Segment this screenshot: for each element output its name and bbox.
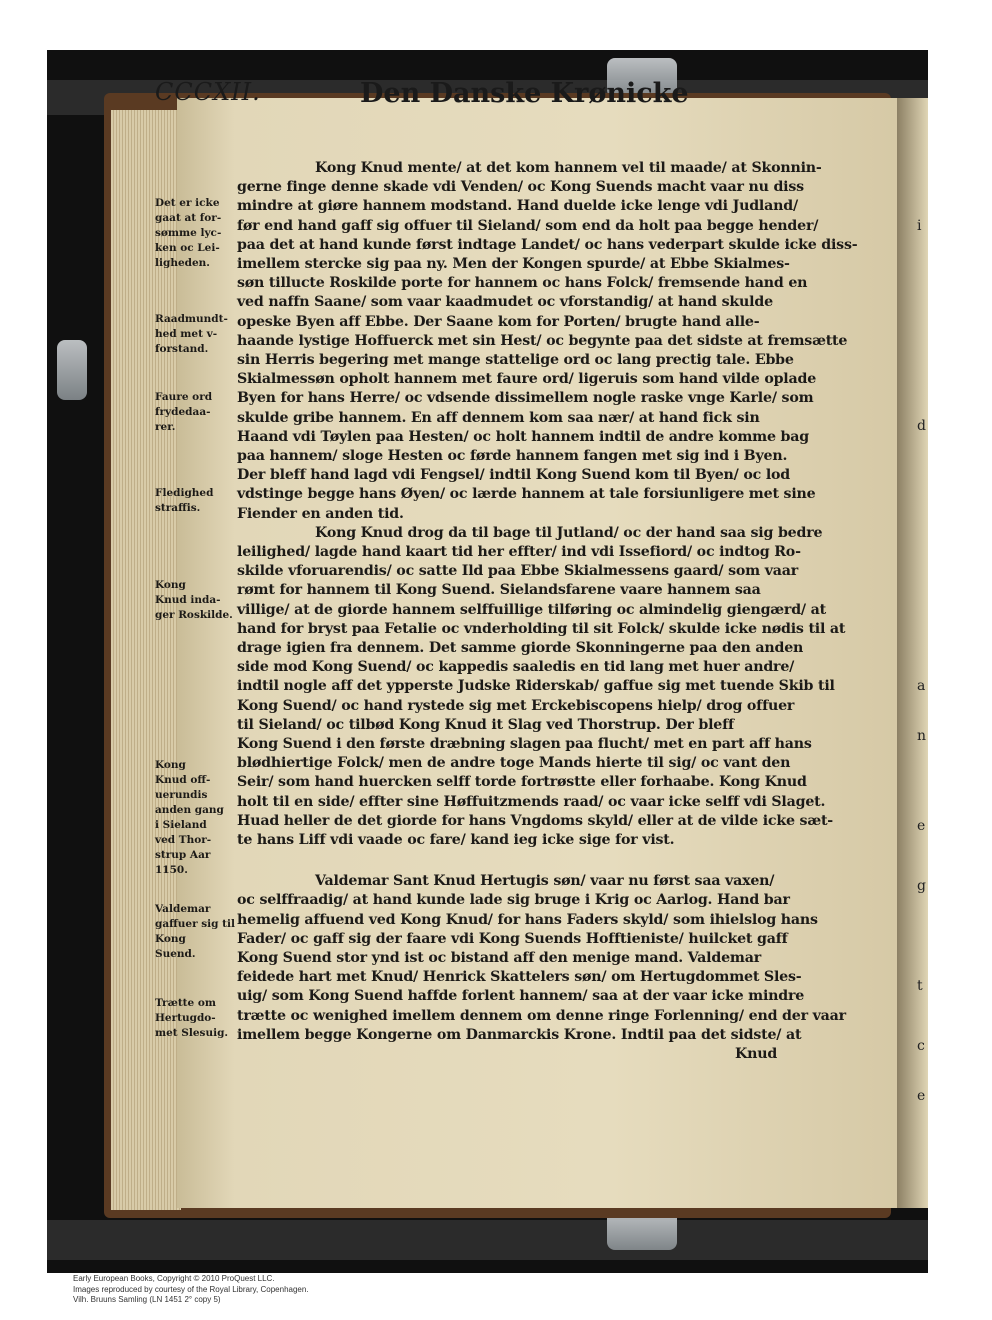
text-line: skulde gribe hannem. En aff dennem kom saa nær/ at hand fick sin [237,409,760,426]
text-line: Byen for hans Herre/ oc vdsende dissimellem nogle raske vnge Karle/ som [237,390,814,407]
text-line: Haand vdi Tøylen paa Hesten/ oc holt hannem indtil de andre komme bag [237,428,809,445]
text-line: vdstinge begge hans Øyen/ oc lærde hannem at tale forsiunligere met sine [237,486,816,503]
text-line: haande lystige Hoffuerck met sin Hest/ oc begynte paa det sidste at fremsætte [237,332,848,349]
margin-note: hed met v- [155,328,218,340]
margin-note: 1150. [155,864,188,876]
margin-note: strup Aar [155,849,211,861]
margin-note: Kong [155,759,186,771]
text-line: Knud [735,1046,778,1062]
margin-note: rer. [155,421,176,433]
margin-note: Faure ord [155,391,213,403]
margin-note: gaat at for- [155,212,222,224]
footer-line: Early European Books, Copyright © 2010 ProQuest LLC. [73,1274,275,1283]
text-line: uig/ som Kong Suend haffde forlent hannem/ saa at der vaar icke mindre [237,988,805,1005]
text-line: holt til en side/ effter sine Høffuitzmends raad/ oc vaar icke selff vdi Slaget. [237,793,826,810]
page-title: Den Danske Krønicke [360,78,689,109]
margin-note: uerundis [155,789,208,801]
margin-note: ved Thor- [155,834,212,846]
text-line: leilighed/ lagde hand kaart tid her effter/ ind vdi Issefiord/ oc indtog Ro- [237,544,801,560]
text-line: paa det at hand kunde først indtage Landet/ oc hans vederpart skulde icke diss- [237,236,858,253]
text-line: Kong Suend stor ynd ist oc bistand aff den menige mand. Valdemar [237,950,761,966]
margin-note: Suend. [155,948,196,960]
margin-note: Valdemar [155,903,211,915]
right-page [897,98,928,1208]
margin-note: Fledighed [155,487,214,499]
margin-note: gaffuer sig til [155,918,235,930]
margin-note: Trætte om [155,997,216,1009]
text-line: rømt for hannem til Kong Suend. Sielandsfarene vaare hannem saa [237,582,761,599]
text-line: før end hand gaff sig offuer til Sieland/ som end da holt paa begge hender/ [237,217,819,234]
text-line: hand for bryst paa Fetalie oc vnderholding til sit Folck/ skulde icke nødis til at [237,620,846,637]
margin-note: straffis. [155,502,201,514]
margin-note: Det er icke [155,197,220,209]
text-line: hemelig affuend ved Kong Knud/ for hans Faders skyld/ som ihielslog hans [237,911,818,928]
text-line: Kong Knud mente/ at det kom hannem vel til maade/ at Skonnin- [315,160,822,176]
right-glyph: e [917,818,926,834]
text-line: blødhiertige Folck/ men de andre toge Mands hierte til sig/ oc vant den [237,755,791,772]
margin-note: Knud inda- [155,594,221,606]
margin-note: forstand. [155,343,209,355]
text-line: mindre at giøre hannem modstand. Hand duelde icke lenge vdi Judland/ [237,198,798,215]
cradle-bolt [57,340,87,400]
margin-note: ger Roskilde. [155,609,233,621]
margin-note: Hertugdo- [155,1012,216,1024]
page-edges [111,110,181,1210]
margin-note: Kong [155,933,186,945]
text-line: side mod Kong Suend/ oc kappedis saaledis en tid lang met huer andre/ [237,659,795,676]
right-glyph: c [917,1038,925,1054]
margin-note: Knud off- [155,774,211,786]
text-line: Kong Knud drog da til bage til Jutland/ oc der hand saa sig bedre [315,524,823,541]
text-line: Der bleff hand lagd vdi Fengsel/ indtil Kong Suend kom til Byen/ oc lod [237,467,790,484]
text-line: feidede hart met Knud/ Henrick Skattelers søn/ om Hertugdommet Sles- [237,969,802,986]
text-line: paa hannem/ sloge Hesten oc førde hannem fangen met sig ind i Byen. [237,448,788,464]
margin-note: met Slesuig. [155,1027,229,1039]
text-line: Huad heller de det giorde for hans Vngdoms skyld/ eller at de vilde icke sæt- [237,812,833,829]
right-glyph: i [917,218,922,234]
text-line: Kong Suend/ oc hand rystede sig met Erckebiscopens hielp/ drog offuer [237,697,795,714]
right-glyph: g [917,878,926,894]
text-line: ved naffn Saane/ som vaar kaadmudet oc vforstandig/ at hand skulde [237,294,773,311]
text-line: Fiender en anden tid. [237,505,404,522]
text-line: til Sieland/ oc tilbød Kong Knud it Slag ved Thorstrup. Der bleff [237,716,734,733]
text-line: oc selffraadig/ at hand kunde lade sig bruge i Krig oc Aarlog. Hand bar [237,892,790,909]
text-line: søn tillucte Roskilde porte for hannem oc hans Folck/ fremsende hand en [237,275,808,292]
right-glyph: e [917,1088,926,1104]
text-line: trætte oc wenighed imellem dennem om denne ringe Forlenning/ end der vaar [237,1007,846,1024]
footer-line: Vilh. Bruuns Samling (LN 1451 2° copy 5) [73,1295,221,1304]
text-line: indtil nogle aff det ypperste Judske Riderskab/ gaffue sig met tuende Skib til [237,678,835,695]
right-glyph: a [917,678,926,694]
page-folio: CCCXII. [155,78,261,106]
margin-note: Kong [155,579,186,591]
text-line: Kong Suend i den første dræbning slagen paa flucht/ met en part aff hans [237,736,812,752]
text-line: Fader/ oc gaff sig der faare vdi Kong Suends Hofftieniste/ huilcket gaff [237,930,788,947]
right-glyph: d [917,418,926,434]
text-line: skilde vforuarendis/ oc satte Ild paa Ebbe Skialmessens gaard/ som vaar [237,563,799,580]
text-line: sin Herris begering met mange stattelige ord oc lang prectig tale. Ebbe [237,352,794,368]
text-line: Seir/ som hand huercken selff torde fortrøstte eller forhaabe. Kong Knud [237,774,807,791]
margin-note: anden gang [155,804,224,816]
text-line: Skialmessøn opholt hannem met faure ord/ ligeruis som hand vilde oplade [237,371,817,388]
text-line: gerne finge denne skade vdi Venden/ oc Kong Suends macht vaar nu diss [237,179,804,196]
margin-note: i Sieland [155,819,207,831]
margin-note: sømme lyc- [155,227,222,239]
text-line: imellem stercke sig paa ny. Men der Kongen spurde/ at Ebbe Skialmes- [237,256,790,272]
text-line: imellem begge Kongerne om Danmarckis Krone. Indtil paa det sidste/ at [237,1026,802,1043]
margin-note: Raadmundt- [155,313,228,325]
text-line: te hans Liff vdi vaade oc fare/ kand ieg icke sige for vist. [237,832,675,848]
margin-note: frydedaa- [155,406,211,418]
footer-line: Images reproduced by courtesy of the Royal Library, Copenhagen. [73,1284,309,1294]
margin-note: ligheden. [155,257,210,269]
footer-credits [73,1274,309,1306]
right-glyph: n [917,728,927,744]
text-line: opeske Byen aff Ebbe. Der Saane kom for Porten/ brugte hand alle- [237,313,760,330]
book-cradle-bottom [47,1220,928,1260]
text-line: villige/ at de giorde hannem selffuillige tilføring oc almindelig giengærd/ at [237,601,826,618]
margin-note: ken oc Lei- [155,242,220,254]
text-line: Valdemar Sant Knud Hertugis søn/ vaar nu først saa vaxen/ [315,873,775,890]
right-glyph: t [917,978,923,994]
text-line: drage igien fra dennem. Det samme giorde Skonningerne paa den anden [237,640,804,656]
